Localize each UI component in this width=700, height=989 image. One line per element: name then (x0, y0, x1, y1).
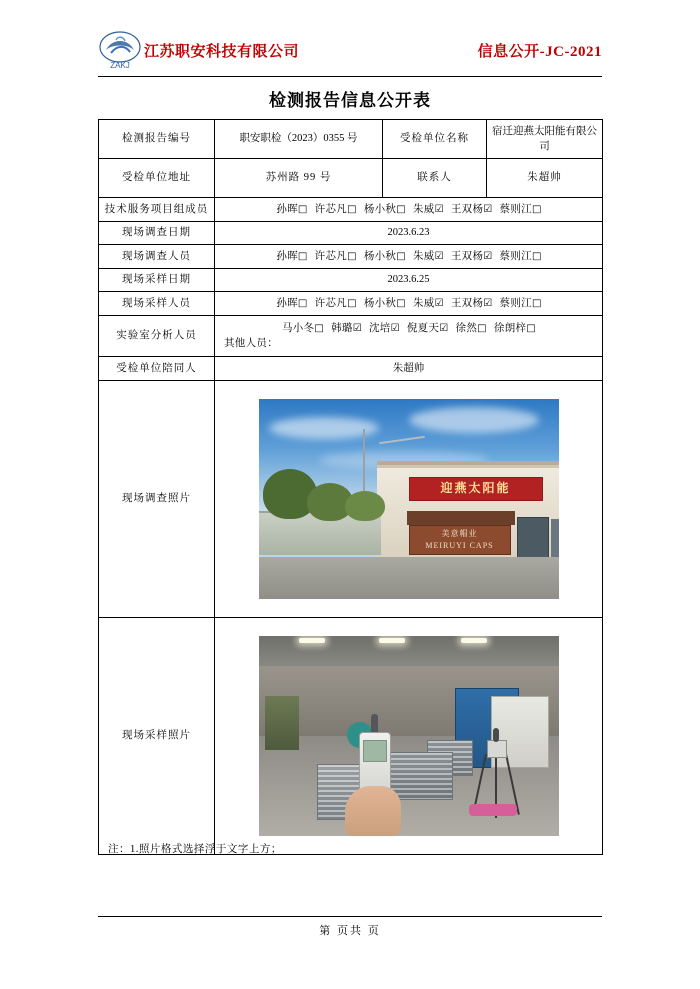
table-row-sampling-date (99, 269, 603, 292)
photo1-board-text: 美意帽业 MEIRUYI CAPS (409, 525, 511, 555)
lab-staff-label: 实验室分析人员 (99, 316, 215, 357)
contact-value: 朱超帅 (487, 159, 603, 198)
table-row-report-no (99, 120, 603, 159)
sampling-photo (259, 636, 559, 836)
photo2-cell (215, 618, 603, 855)
table-row-survey-staff (99, 245, 603, 269)
table-row-sampling-staff (99, 292, 603, 316)
footer-divider (98, 916, 602, 917)
header-divider (98, 76, 602, 77)
address-value: 苏州路 99 号 (215, 159, 383, 198)
company-logo-icon (98, 30, 142, 72)
client-value: 宿迁迎燕太阳能有限公司 (487, 120, 603, 159)
escort-value: 朱超帅 (215, 357, 603, 381)
table-row-photo1 (99, 381, 603, 618)
survey-staff-label: 现场调查人员 (99, 245, 215, 269)
survey-photo (259, 399, 559, 599)
team-label: 技术服务项目组成员 (99, 198, 215, 222)
escort-label: 受检单位陪同人 (99, 357, 215, 381)
survey-date-value: 2023.6.23 (215, 222, 603, 245)
sampling-date-value: 2023.6.25 (215, 269, 603, 292)
team-members: 孙晖□ 许芯凡□ 杨小秋□ 朱威☑ 王双杨☑ 蔡则江□ (215, 198, 603, 222)
report-no-value: 职安职检（2023）0355 号 (215, 120, 383, 159)
table-row-team (99, 198, 603, 222)
photo2-label: 现场采样照片 (99, 618, 215, 855)
lab-staff-other: 其他人员： (224, 338, 278, 350)
photo1-label: 现场调查照片 (99, 381, 215, 618)
document-header (98, 28, 602, 76)
page-title: 检测报告信息公开表 (269, 91, 431, 110)
table-row-photo2 (99, 618, 603, 855)
client-label: 受检单位名称 (383, 120, 487, 159)
document-code: 信息公开-JC-2021 (477, 44, 602, 60)
lab-staff: 马小冬□ 韩璐☑ 沈培☑ 倪夏天☑ 徐然□ 徐朗梓□ 其他人员： (215, 316, 603, 357)
table-row-escort (99, 357, 603, 381)
sampling-staff: 孙晖□ 许芯凡□ 杨小秋□ 朱威☑ 王双杨☑ 蔡则江□ (215, 292, 603, 316)
photo1-sign-text: 迎燕太阳能 (409, 477, 543, 501)
svg-text:ZAKJ: ZAKJ (110, 61, 130, 70)
survey-staff: 孙晖□ 许芯凡□ 杨小秋□ 朱威☑ 王双杨☑ 蔡则江□ (215, 245, 603, 269)
address-label: 受检单位地址 (99, 159, 215, 198)
table-row-lab-staff (99, 316, 603, 357)
sampling-staff-label: 现场采样人员 (99, 292, 215, 316)
sampling-date-label: 现场采样日期 (99, 269, 215, 292)
info-table (98, 119, 603, 855)
company-name: 江苏职安科技有限公司 (144, 44, 300, 60)
table-row-survey-date (99, 222, 603, 245)
table-row-address (99, 159, 603, 198)
footnote: 注：1.照片格式选择浮于文字上方； (108, 844, 282, 855)
survey-date-label: 现场调查日期 (99, 222, 215, 245)
photo1-cell (215, 381, 603, 618)
contact-label: 联系人 (383, 159, 487, 198)
report-no-label: 检测报告编号 (99, 120, 215, 159)
page-footer: 第 页共 页 (319, 925, 381, 937)
